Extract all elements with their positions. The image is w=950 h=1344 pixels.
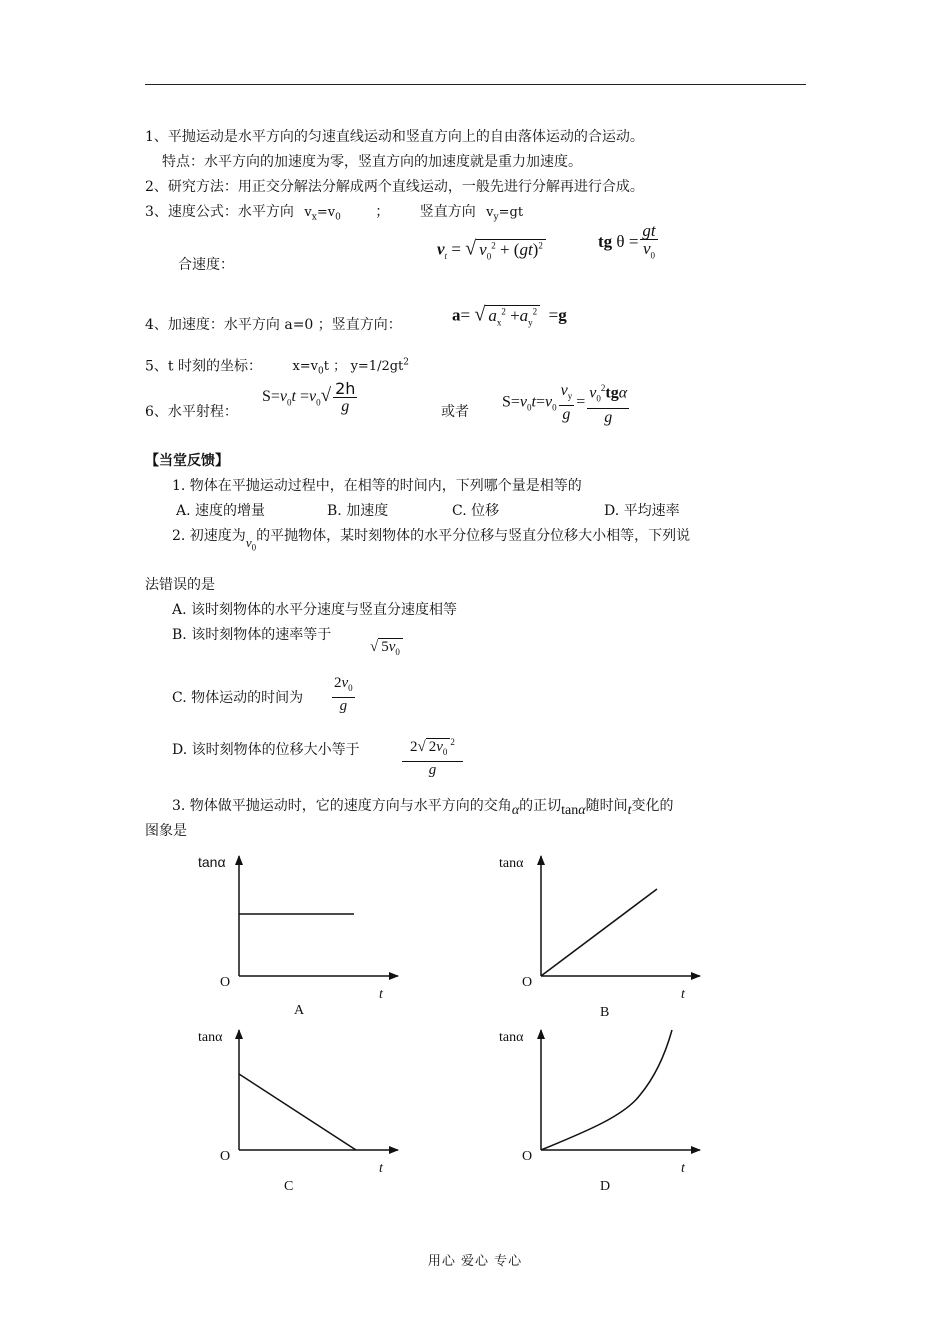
- question-1: 1. 物体在平抛运动过程中，在相等的时间内，下列哪个量是相等的: [172, 478, 582, 494]
- q2-text-start: 2. 初速度为: [172, 528, 246, 544]
- tan-theta-formula: tg θ = $\frac{gt}{v_0}$: [598, 221, 656, 261]
- point-2: 2、研究方法：用正交分解法分解成两个直线运动，一般先进行分解再进行合成。: [145, 179, 644, 195]
- vx-formula: $v_x=v_0$: [304, 205, 341, 223]
- point-6-label: 6、水平射程：: [145, 404, 238, 420]
- graph-b-y-label: tanα: [499, 856, 524, 871]
- x-coordinate: $x=v_0t$ ；: [292, 359, 347, 377]
- graph-d-x-label: t: [681, 1161, 685, 1176]
- question-2: [172, 527, 691, 553]
- q1-option-b: B. 加速度: [327, 503, 389, 519]
- graph-b-curve: [541, 889, 657, 976]
- graph-c-y-label: tanα: [198, 1030, 223, 1045]
- q2-option-d: D. 该时刻物体的位移大小等于: [172, 742, 360, 758]
- range-formula-1: $S=v_0t =v_0√$ $\frac{2h}{g}$: [262, 379, 356, 415]
- q3-text-mid: 的正切: [519, 798, 562, 814]
- question-3-continued: 图象是: [145, 823, 187, 839]
- graph-c: [198, 1030, 398, 1194]
- graph-a-origin: O: [220, 975, 231, 990]
- graph-a-caption: A: [294, 1003, 305, 1018]
- point-1-note: 特点：水平方向的加速度为零，竖直方向的加速度就是重力加速度。: [162, 154, 582, 170]
- point-5: [145, 354, 409, 381]
- point-5-label: 5、t 时刻的坐标：: [145, 358, 262, 375]
- header-rule: [145, 84, 806, 85]
- t-symbol: t: [627, 803, 632, 818]
- point-1: 1、平抛运动是水平方向的匀速直线运动和竖直方向上的自由落体运动的合运动。: [145, 129, 644, 145]
- range-formula-2: $S=v_0t=v_0$ $\frac{v_y}{g}$ = $\frac{v_0^2tg\alpha}{g}$: [502, 380, 631, 426]
- question-3: [172, 797, 674, 816]
- q2-option-a: A. 该时刻物体的水平分速度与竖直分速度相等: [172, 602, 458, 618]
- graph-c-origin: O: [220, 1149, 231, 1164]
- point-3: [145, 203, 523, 227]
- feedback-heading: 【当堂反馈】: [145, 453, 229, 469]
- q2-option-b: B. 该时刻物体的速率等于: [172, 627, 332, 643]
- separator: ；: [375, 204, 390, 220]
- graph-a-x-label: t: [379, 987, 383, 1002]
- q3-text-mid2: 随时间: [585, 798, 628, 814]
- graph-d: [499, 1030, 700, 1194]
- vertical-label: 竖直方向: [419, 204, 476, 220]
- graph-c-curve: [239, 1074, 356, 1150]
- graph-b-x-label: t: [681, 987, 685, 1002]
- question-2-continued: 法错误的是: [145, 577, 215, 593]
- q2-text-end: 的平抛物体，某时刻物体的水平分位移与竖直分位移大小相等，下列说: [256, 528, 691, 544]
- graph-d-y-label: tanα: [499, 1030, 524, 1045]
- acceleration-formula: a= √ $a_x^2 +a_y^2 =g$: [452, 303, 567, 328]
- graph-d-origin: O: [522, 1149, 533, 1164]
- graph-d-curve: [541, 1030, 672, 1150]
- graph-b: [499, 856, 700, 1020]
- graph-d-caption: D: [600, 1179, 611, 1194]
- graph-a-y-label: tanα: [198, 854, 226, 870]
- combined-velocity-label: 合速度：: [178, 257, 234, 273]
- vy-formula: $v_y=gt$: [486, 205, 524, 223]
- q2-option-c-formula: $\frac{2v_0}{g}$: [334, 675, 353, 714]
- q1-option-a: A. 速度的增量: [176, 503, 266, 519]
- graph-b-caption: B: [600, 1005, 610, 1020]
- q2-option-d-formula: $\frac{2√ 2v_0^2}{g}$: [400, 734, 465, 779]
- y-coordinate: $y=1/2gt^2$: [350, 358, 410, 375]
- alpha-symbol: α: [511, 803, 520, 818]
- graph-a: [198, 854, 398, 1018]
- q2-option-c: C. 物体运动的时间为: [172, 690, 304, 706]
- graph-b-origin: O: [522, 975, 533, 990]
- footer-text: 用心 爱心 专心: [427, 1254, 523, 1269]
- tan-alpha-symbol: tanα: [561, 803, 586, 818]
- q1-option-d: D. 平均速率: [604, 503, 680, 519]
- answer-graphs: [0, 845, 950, 1245]
- point-3-label: 3、速度公式：水平方向: [145, 204, 294, 220]
- q2-option-b-formula: √ $5v_0$: [370, 638, 403, 661]
- q3-text-end: 变化的: [631, 798, 674, 814]
- or-label: 或者: [441, 404, 469, 420]
- resultant-velocity-formula: $v_t$ = √ $v_0^2 + (gt)^2$: [437, 236, 546, 265]
- v0-symbol: $v_0$: [245, 535, 257, 553]
- graph-c-x-label: t: [379, 1161, 383, 1176]
- point-4-label: 4、加速度：水平方向 a=0 ；竖直方向：: [145, 317, 402, 333]
- graph-c-caption: C: [284, 1179, 294, 1194]
- q1-option-c: C. 位移: [452, 503, 500, 519]
- q3-text-start: 3. 物体做平抛运动时，它的速度方向与水平方向的交角: [172, 798, 512, 814]
